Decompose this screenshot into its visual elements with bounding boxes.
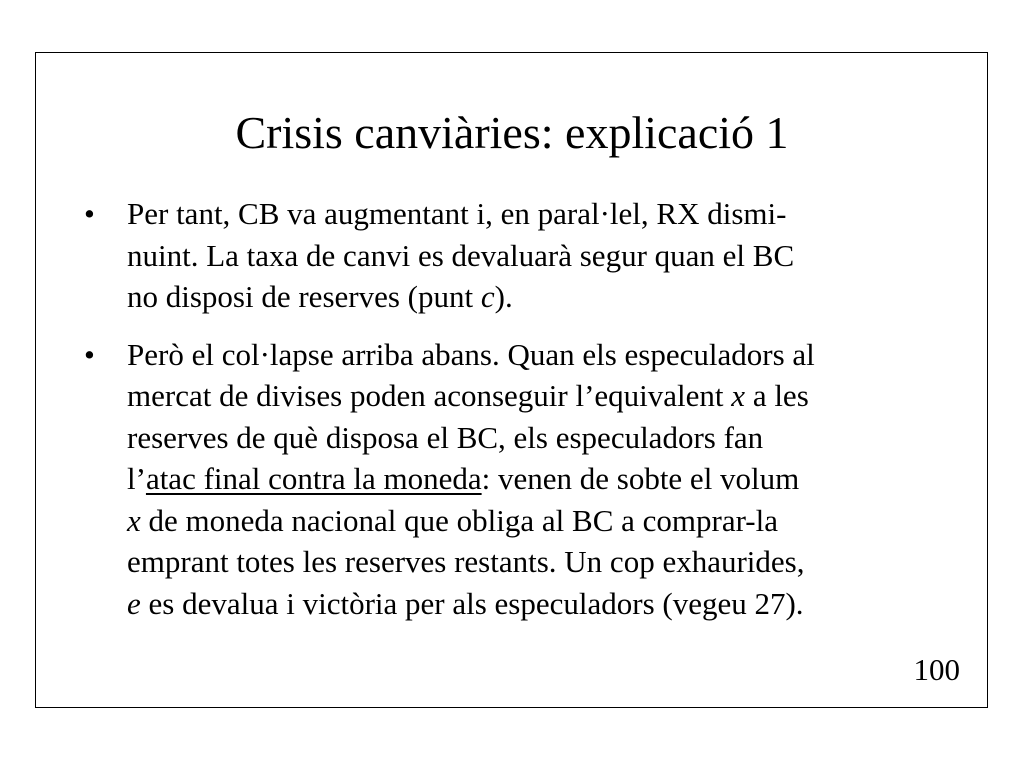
text-line: Però el col·lapse arriba abans. Quan els especuladors al	[127, 336, 815, 372]
bullet-list	[78, 193, 958, 640]
text-line	[127, 458, 958, 500]
text-run: a les	[745, 378, 809, 413]
text-line	[127, 375, 958, 417]
slide-title: Crisis canviàries: explicació 1	[235, 107, 789, 158]
text-line	[127, 276, 958, 318]
text-run: de moneda nacional que obliga al BC a comprar-la	[140, 502, 778, 538]
bullet-item	[78, 334, 958, 625]
bullet-item	[78, 193, 958, 318]
text-line	[127, 500, 958, 542]
text-run: no disposi de reserves (punt	[127, 279, 481, 314]
text-line	[127, 583, 958, 625]
page-number: 100	[913, 652, 960, 687]
italic-variable: c	[480, 279, 495, 314]
text-run: ).	[494, 279, 513, 314]
text-line: Per tant, CB va augmentant i, en paral·lel, RX dismi-	[127, 196, 787, 231]
italic-variable: e	[127, 585, 141, 621]
bullet-icon: •	[84, 196, 95, 231]
bullet-icon: •	[84, 336, 95, 372]
text-run: l’	[127, 461, 146, 496]
underlined-phrase: atac final contra la moneda	[145, 461, 482, 496]
text-line: reserves de què disposa el BC, els especuladors fan	[127, 419, 764, 455]
italic-variable: x	[731, 378, 746, 413]
text-run: mercat de divises poden aconseguir l’equivalent	[127, 378, 732, 413]
text-line: emprant totes les reserves restants. Un cop exhaurides,	[127, 544, 805, 579]
text-run: : venen de sobte el volum	[481, 461, 800, 496]
text-run: es devalua i victòria per als especuladors (vegeu 27).	[140, 585, 804, 621]
italic-variable: x	[127, 502, 141, 538]
text-line: nuint. La taxa de canvi es devaluarà segur quan el BC	[127, 237, 795, 273]
